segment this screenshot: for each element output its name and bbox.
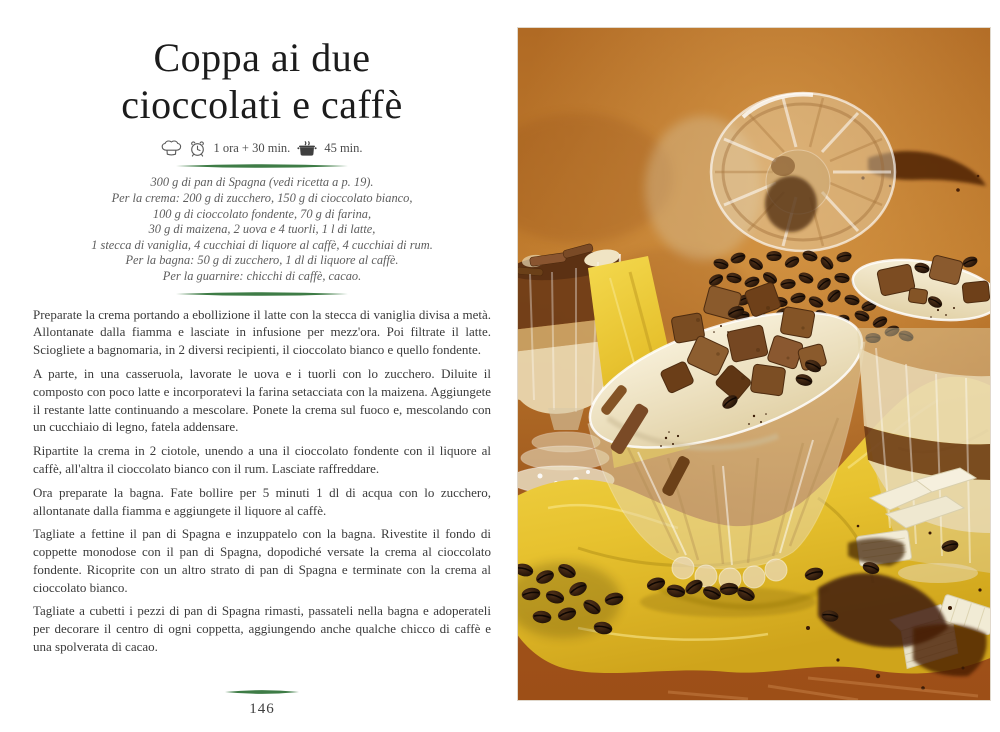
recipe-title-line2: cioccolati e caffè	[121, 82, 403, 128]
tipped-glass-bowl	[711, 93, 895, 251]
ingredient-line: 30 g di maizena, 2 uova e 4 tuorli, 1 l di latte,	[148, 222, 376, 237]
ingredients-block	[33, 175, 491, 284]
green-footer-line	[225, 689, 299, 695]
cooking-pot-icon	[297, 141, 317, 157]
recipe-step: Preparate la crema portando a ebollizione il latte con la stecca di vaniglia divisa a metà. Allontanate dalla fiamma e lasciate in infusione per mezz'ora. Poi filtrate il latte. Sciogliete a bagnomaria, in 2 diversi recipienti, il cioccolato bianco e quello fondente.	[33, 306, 491, 358]
recipe-step: Tagliate a fettine il pan di Spagna e inzuppatelo con la bagna. Rivestite il fondo di coppette monodose con il pan di Spagna, dopodiché versate la crema al cioccolato fondente. Ricoprite con un altro strato di pan di Spagna e terminate con la crema al cioccolato bianco.	[33, 526, 491, 595]
ingredient-line: 100 g di cioccolato fondente, 70 g di farina,	[152, 206, 372, 221]
page-number: 146	[249, 701, 275, 717]
recipe-meta-row	[33, 140, 491, 157]
ingredient-line: 300 g di pan di Spagna (vedi ricetta a p. 19).	[150, 175, 374, 190]
recipe-photo-illustration	[518, 28, 990, 700]
recipe-step: Ora preparate la bagna. Fate bollire per 5 minuti 1 dl di acqua con lo zucchero, allontanate dalla fiamma e aggiungete il liquore al caffè.	[33, 484, 491, 518]
recipe-column	[33, 34, 491, 662]
recipe-title	[33, 34, 491, 128]
green-divider	[176, 163, 348, 169]
recipe-step: Tagliate a cubetti i pezzi di pan di Spagna rimasti, passateli nella bagna e adoperateli per decorare il centro di ogni coppetta, aggiungendo anche qualche chicco di caffè e una spolverata di cacao.	[33, 603, 491, 655]
recipe-step: A parte, in una casseruola, lavorate le uova e i tuorli con lo zucchero. Diluite il composto con poco latte e incorporatevi la farina setacciata con la maizena. Aggiungete il restante latte continuando a mescolare. Ponete la crema sul fuoco e, mescolando con un cucchiaio di legno, fatela addensare.	[33, 365, 491, 435]
green-divider	[176, 291, 348, 297]
cook-time-label: 45 min.	[324, 141, 363, 156]
ingredient-line: Per la bagna: 50 g di zucchero, 1 dl di liquore al caffè.	[125, 253, 399, 268]
recipe-photo	[518, 28, 990, 700]
chef-hat-icon	[161, 140, 182, 157]
ingredient-line: 1 stecca di vaniglia, 4 cucchiai di liquore al caffè, 4 cucchiai di rum.	[91, 237, 433, 252]
page-footer	[33, 682, 491, 718]
recipe-title-line1: Coppa ai due	[153, 35, 371, 80]
alarm-clock-icon	[189, 140, 206, 157]
ingredient-line: Per la guarnire: chicchi di caffè, cacao.	[162, 268, 362, 283]
prep-time-label: 1 ora + 30 min.	[213, 141, 291, 156]
recipe-step: Ripartite la crema in 2 ciotole, unendo a una il cioccolato fondente con il liquore al caffè, all'altra il cioccolato bianco con il rum. Lasciate raffreddare.	[33, 443, 491, 476]
recipe-steps	[33, 306, 491, 656]
ingredient-line: Per la crema: 200 g di zucchero, 150 g di cioccolato bianco,	[111, 190, 413, 205]
